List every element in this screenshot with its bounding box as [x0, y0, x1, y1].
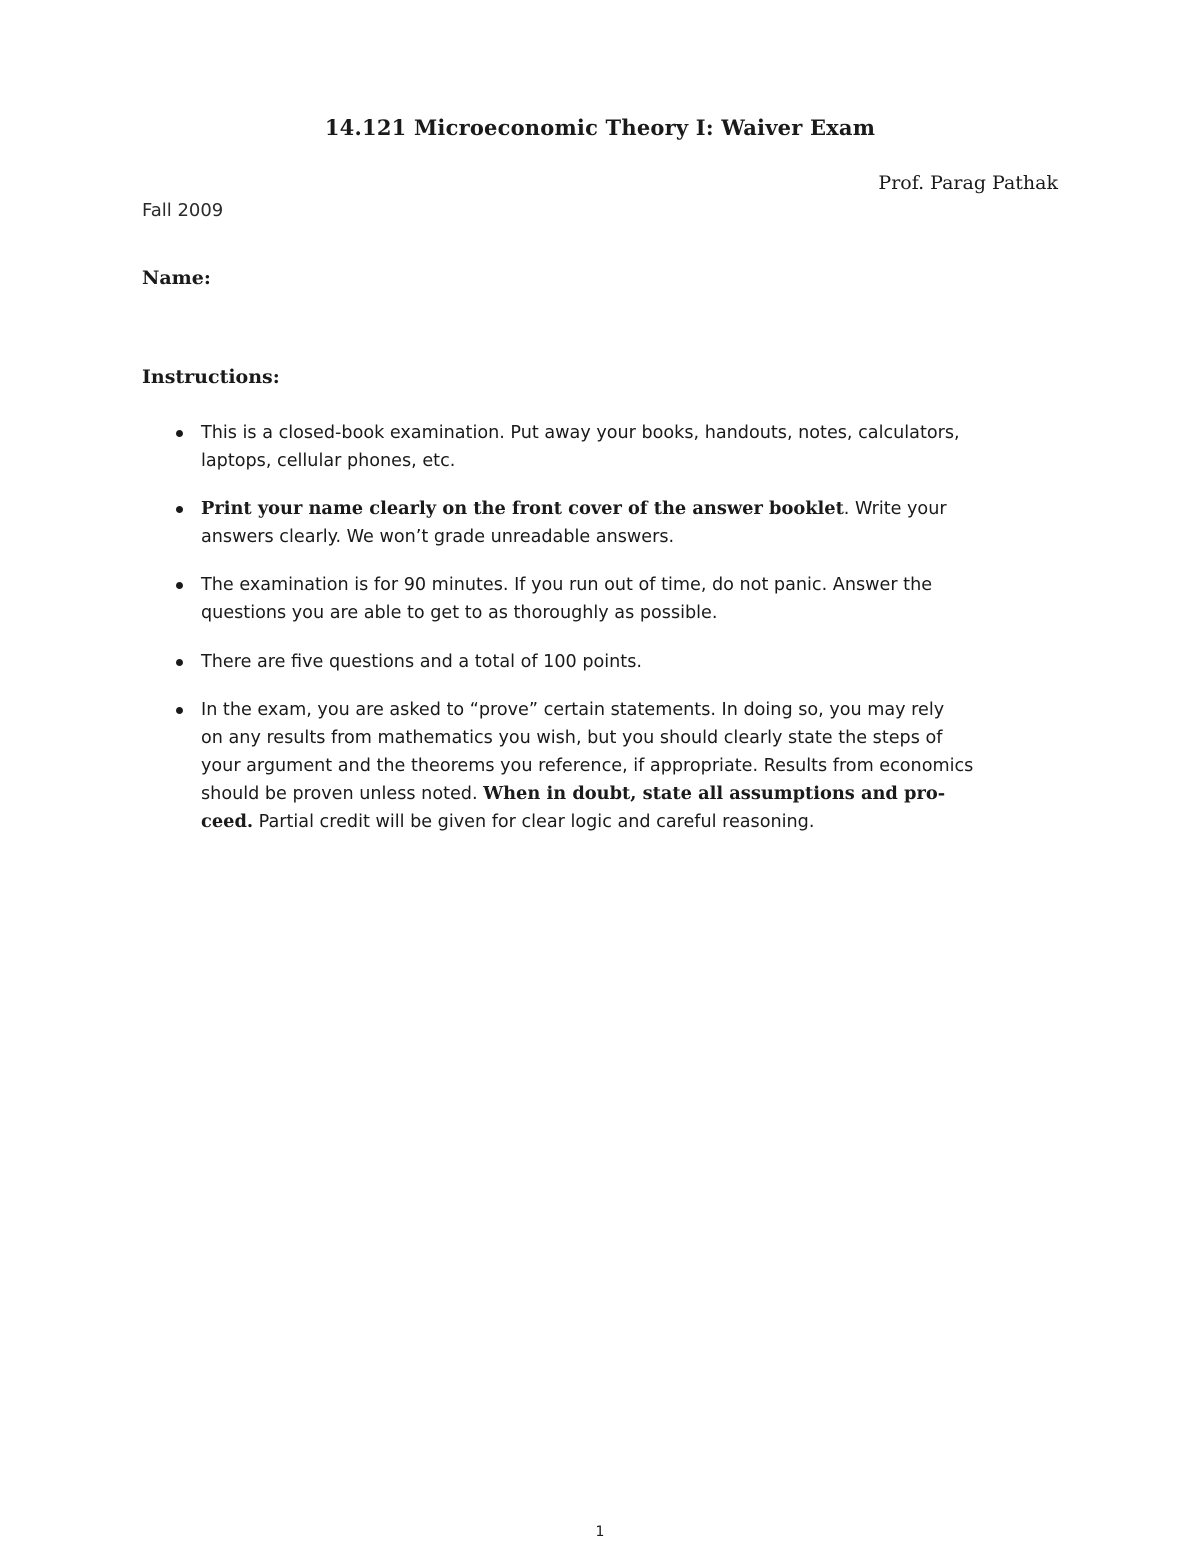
instruction-line — [201, 808, 814, 836]
instruction-text: There are five questions and a total of 100 points. — [201, 652, 642, 672]
instruction-line — [201, 696, 944, 724]
exam-title: 14.121 Microeconomic Theory I: Waiver Exam — [324, 115, 876, 140]
instruction-emphasis: ceed. — [201, 811, 254, 832]
bullet-icon — [176, 506, 183, 513]
instruction-line — [201, 571, 932, 599]
instruction-text: on any results from mathematics you wish, but you should clearly state the steps of — [201, 728, 943, 748]
bullet-icon — [176, 430, 183, 437]
bullet-icon — [176, 582, 183, 589]
instruction-text: This is a closed-book examination. Put away your books, handouts, notes, calculators, — [201, 423, 960, 443]
instruction-line — [201, 724, 942, 752]
page-number: 1 — [595, 1524, 605, 1540]
instruction-line — [201, 419, 960, 447]
instruction-text: Partial credit will be given for clear logic and careful reasoning. — [253, 812, 815, 832]
instruction-text: laptops, cellular phones, etc. — [201, 451, 456, 471]
bullet-icon — [176, 707, 183, 714]
instruction-text: The examination is for 90 minutes. If you run out of time, do not panic. Answer the — [201, 575, 933, 595]
instruction-text: questions you are able to get to as thoroughly as possible. — [201, 603, 718, 623]
instruction-line — [201, 648, 642, 676]
name-field-label: Name: — [142, 267, 211, 289]
instruction-text: should be proven unless noted. — [201, 784, 484, 804]
instruction-emphasis: When in doubt, state all assumptions and pro- — [483, 783, 946, 804]
bullet-icon — [176, 659, 183, 666]
professor-name: Prof. Parag Pathak — [878, 172, 1058, 194]
instruction-line — [201, 599, 717, 627]
instruction-text: In the exam, you are asked to “prove” certain statements. In doing so, you may rely — [201, 700, 945, 720]
term-label: Fall 2009 — [142, 200, 224, 221]
instructions-heading: Instructions: — [142, 366, 280, 388]
instruction-line — [201, 752, 973, 780]
instruction-text: . Write your — [843, 499, 947, 519]
instruction-line — [201, 447, 455, 475]
instruction-text: your argument and the theorems you reference, if appropriate. Results from economics — [201, 756, 974, 776]
instruction-emphasis: Print your name clearly on the front cover of the answer booklet — [201, 498, 844, 519]
instruction-text: answers clearly. We won’t grade unreadable answers. — [201, 527, 675, 547]
instruction-line — [201, 495, 947, 523]
instruction-line — [201, 780, 945, 808]
instruction-line — [201, 523, 674, 551]
